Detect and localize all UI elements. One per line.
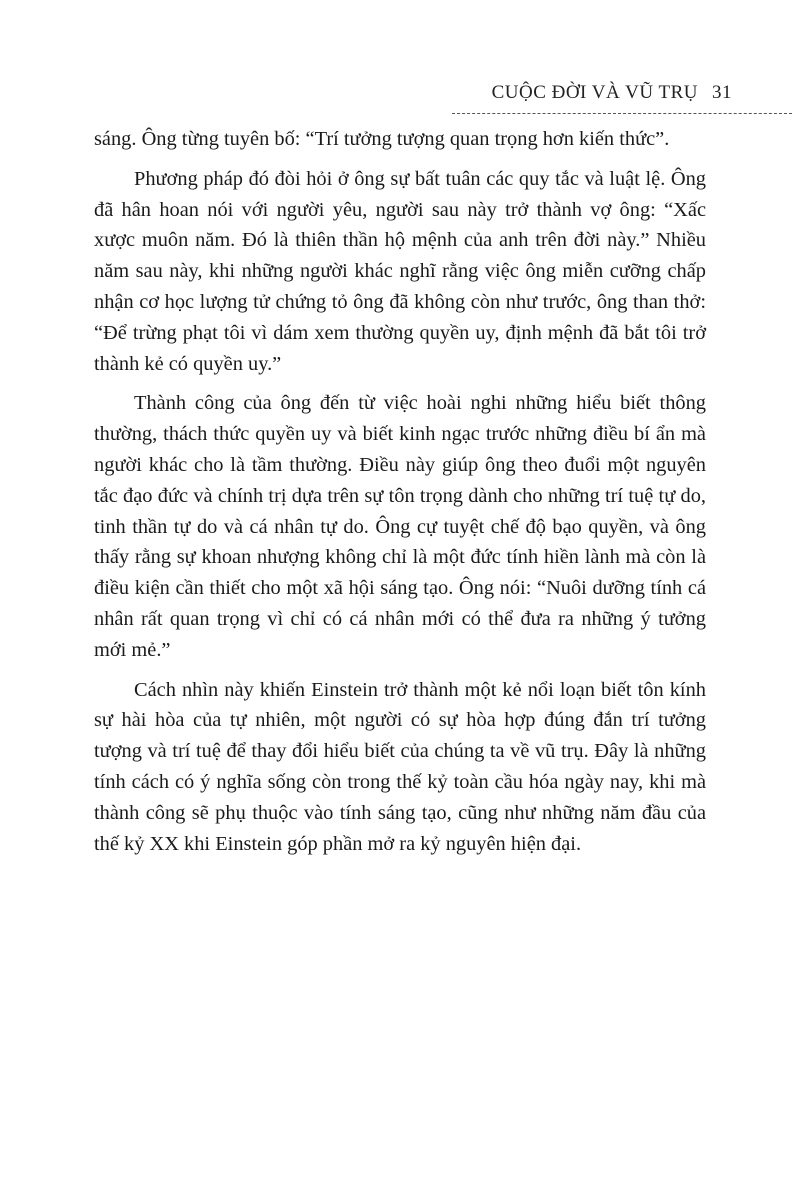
header-dashed-rule xyxy=(452,113,792,114)
paragraph: Phương pháp đó đòi hỏi ở ông sự bất tuân các quy tắc và luật lệ. Ông đã hân hoan nói với người yêu, người sau này trở thành vợ ông: “Xấc xược muôn năm. Đó là thiên thần hộ mệnh của anh trên đời này.” Nhiều năm sau này, khi những người khác nghĩ rằng việc ông miễn cưỡng chấp nhận cơ học lượng tử chứng tỏ ông đã không còn như trước, ông than thở: “Để trừng phạt tôi vì dám xem thường quyền uy, định mệnh đã bắt tôi trở thành kẻ có quyền uy.” xyxy=(94,167,706,375)
paragraph-continued: sáng. Ông từng tuyên bố: “Trí tưởng tượng quan trọng hơn kiến thức”. xyxy=(94,128,670,150)
paragraph: Thành công của ông đến từ việc hoài nghi những hiểu biết thông thường, thách thức quyền uy và biết kinh ngạc trước những điều bí ẩn mà người khác cho là tầm thường. Điều này giúp ông theo đuổi một nguyên tắc đạo đức và chính trị dựa trên sự tôn trọng dành cho những trí tuệ tự do, tinh thần tự do và cá nhân tự do. Ông cự tuyệt chế độ bạo quyền, và ông thấy rằng sự khoan nhượng không chỉ là một đức tính hiền lành mà còn là điều kiện cần thiết cho một xã hội sáng tạo. Ông nói: “Nuôi dưỡng tính cá nhân rất quan trọng vì chỉ có cá nhân mới có thể đưa ra những ý tưởng mới mẻ.” xyxy=(94,392,706,661)
running-header xyxy=(440,82,732,104)
page-number: 31 xyxy=(712,82,732,103)
chapter-title: CUỘC ĐỜI VÀ VŨ TRỤ xyxy=(491,82,698,103)
body-text xyxy=(94,124,706,868)
paragraph: Cách nhìn này khiến Einstein trở thành một kẻ nổi loạn biết tôn kính sự hài hòa của tự nhiên, một người có sự hòa hợp đúng đắn trí tưởng tượng và trí tuệ để thay đổi hiểu biết của chúng ta về vũ trụ. Đây là những tính cách có ý nghĩa sống còn trong thế kỷ toàn cầu hóa ngày nay, khi mà thành công sẽ phụ thuộc vào tính sáng tạo, cũng như những năm đầu của thế kỷ XX khi Einstein góp phần mở ra kỷ nguyên hiện đại. xyxy=(94,678,706,855)
